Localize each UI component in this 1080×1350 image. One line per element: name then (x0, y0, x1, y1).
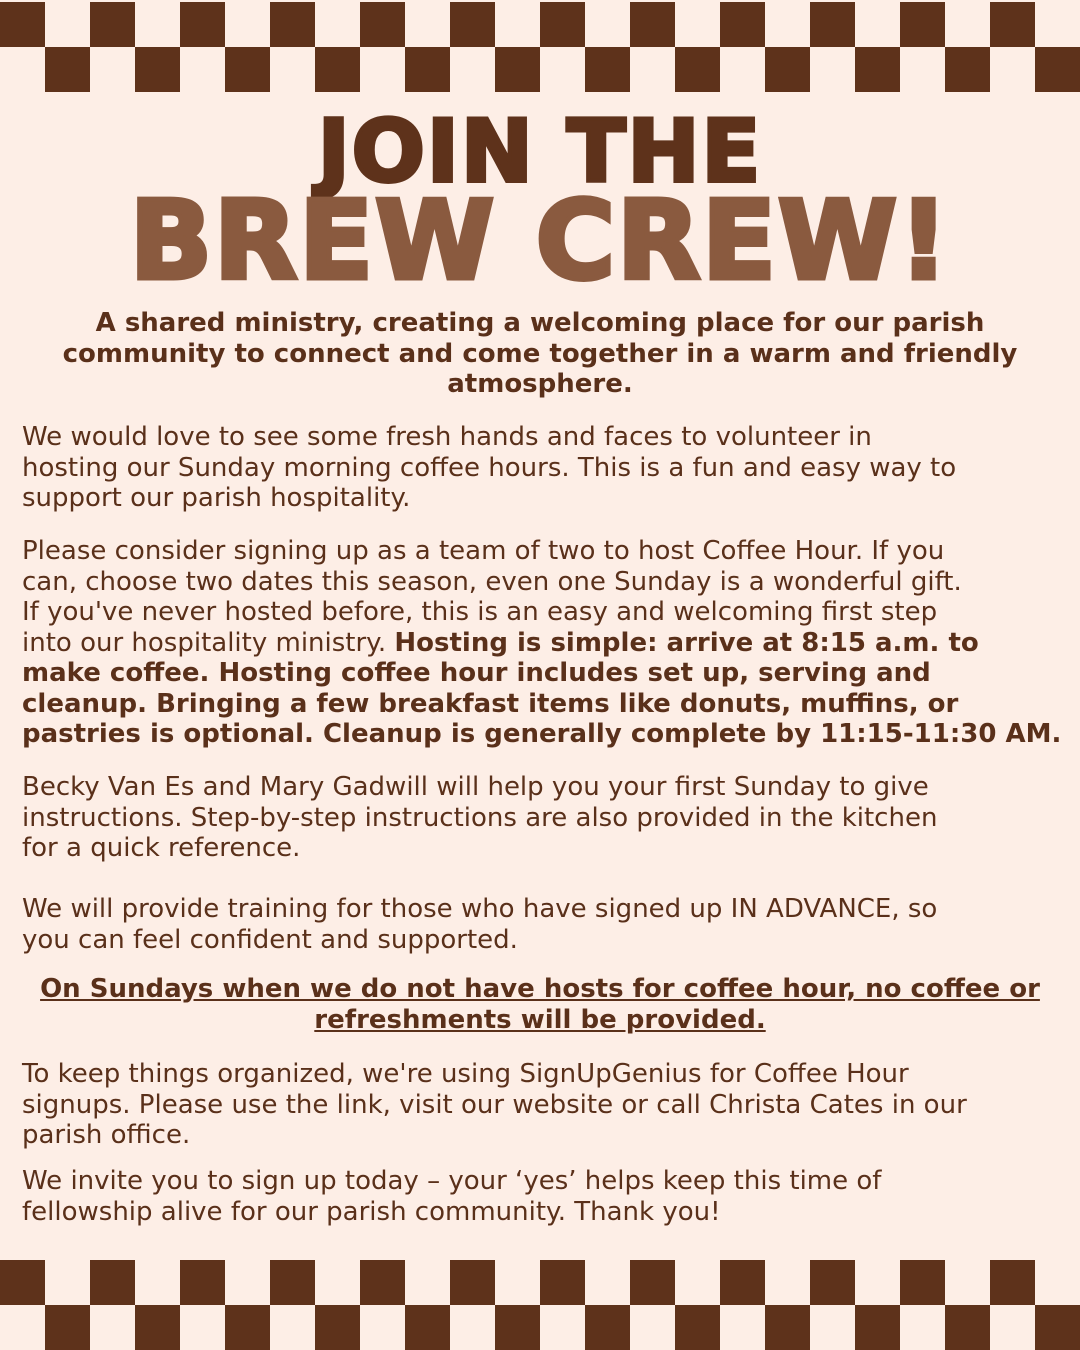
top-checker-border (0, 2, 1080, 92)
checker-square (405, 47, 450, 92)
checker-square (720, 1260, 765, 1305)
checker-square (180, 1260, 225, 1305)
checker-square (450, 2, 495, 47)
checker-square (900, 2, 945, 47)
paragraph-hosting-details (22, 536, 1062, 750)
checker-square (180, 2, 225, 47)
checker-square (585, 47, 630, 92)
checker-square (360, 2, 405, 47)
checker-square (495, 47, 540, 92)
checker-square (225, 1305, 270, 1350)
checker-square (720, 2, 765, 47)
checker-square (630, 1260, 675, 1305)
checker-square (765, 1305, 810, 1350)
checker-square (0, 2, 45, 47)
checker-square (540, 2, 585, 47)
checker-square (945, 47, 990, 92)
title-brew-crew: BREW CREW! (129, 179, 951, 304)
checker-square (675, 1305, 720, 1350)
paragraph-volunteer-invite: We would love to see some fresh hands and faces to volunteer in hosting our Sunday morning coffee hours. This is a fun and easy way to support our parish hospitality. (22, 422, 957, 513)
checker-square (495, 1305, 540, 1350)
notice-no-hosts: On Sundays when we do not have hosts for coffee hour, no coffee or refreshments will be provided. (40, 974, 1040, 1035)
checker-square (945, 1305, 990, 1350)
bottom-checker-border (0, 1260, 1080, 1350)
paragraph-training: We will provide training for those who have signed up IN ADVANCE, so you can feel confident and supported. (22, 894, 938, 955)
checker-square (45, 47, 90, 92)
checker-square (810, 1260, 855, 1305)
checker-square (90, 2, 135, 47)
checker-square (450, 1260, 495, 1305)
paragraph-hosting-regular: Please consider signing up as a team of two to host Coffee Hour. If you can, choose two dates this season, even one Sunday is a wonderful gift. If you've never hosted before, this is an easy and welcoming first step into our hospitality ministry. (22, 536, 962, 658)
checker-square (540, 1260, 585, 1305)
checker-square (90, 1260, 135, 1305)
checker-square (1035, 47, 1080, 92)
checker-square (270, 2, 315, 47)
title-join-the: JOIN THE (317, 102, 763, 202)
checker-square (675, 47, 720, 92)
lead-statement: A shared ministry, creating a welcoming place for our parish community to connect and come together in a warm and friendly atmosphere. (62, 308, 1018, 399)
paragraph-helpers: Becky Van Es and Mary Gadwill will help you your first Sunday to give instructions. Step-by-step instructions are also provided in the kitchen for a quick reference. (22, 772, 938, 863)
checker-square (225, 47, 270, 92)
paragraph-closing: We invite you to sign up today – your ‘yes’ helps keep this time of fellowship alive for our parish community. Thank you! (22, 1166, 882, 1227)
checker-square (135, 1305, 180, 1350)
checker-square (585, 1305, 630, 1350)
checker-square (990, 2, 1035, 47)
checker-square (45, 1305, 90, 1350)
checker-square (900, 1260, 945, 1305)
paragraph-hosting-bold: Hosting is simple: arrive at 8:15 a.m. to make coffee. Hosting coffee hour includes set up, serving and cleanup. Bringing a few breakfast items like donuts, muffins, or pastries is optional. Cleanup is generally complete by 11:15-11:30 AM. (22, 627, 1062, 749)
checker-square (990, 1260, 1035, 1305)
checker-square (855, 47, 900, 92)
checker-square (765, 47, 810, 92)
checker-square (360, 1260, 405, 1305)
checker-square (855, 1305, 900, 1350)
checker-square (1035, 1305, 1080, 1350)
checker-square (315, 1305, 360, 1350)
checker-square (0, 1260, 45, 1305)
paragraph-signupgenius: To keep things organized, we're using SignUpGenius for Coffee Hour signups. Please use the link, visit our website or call Christa Cates in our parish office. (22, 1059, 967, 1150)
checker-square (315, 47, 360, 92)
checker-square (810, 2, 855, 47)
checker-square (270, 1260, 315, 1305)
checker-square (405, 1305, 450, 1350)
checker-square (135, 47, 180, 92)
checker-square (630, 2, 675, 47)
